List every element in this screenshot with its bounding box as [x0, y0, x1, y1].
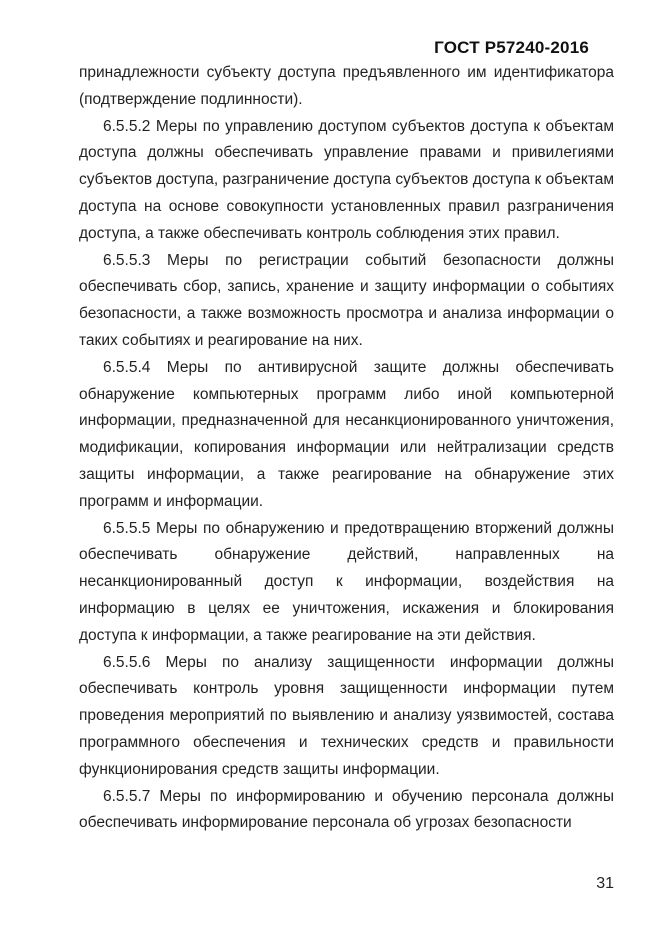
paragraph-6-5-5-4: 6.5.5.4 Меры по антивирусной защите должны обеспечивать обнаружение компьютерных программ либо иной компьютерной информации, предназначенной для несанкционированного уничтожения, модификации, копирования информации или нейтрализации средств защиты информации, а также реагирование на обнаружение этих программ и информации.: [79, 358, 614, 510]
paragraph-continuation: принадлежности субъекту доступа предъявленного им идентификатора (подтверждение подлинности).: [79, 64, 614, 108]
standard-code-header: ГОСТ Р57240-2016: [434, 38, 589, 57]
paragraph-6-5-5-3: 6.5.5.3 Меры по регистрации событий безопасности должны обеспечивать сбор, запись, хранение и защиту информации о событиях безопасности, а также возможность просмотра и анализа информации о таких событиях и реагирование на них.: [79, 251, 614, 349]
paragraph-6-5-5-6: 6.5.5.6 Меры по анализу защищенности информации должны обеспечивать контроль уровня защищенности информации путем проведения мероприятий по выявлению и анализу уязвимостей, состава программного обеспечения и технических средств и правильности функционирования средств защиты информации.: [79, 653, 614, 778]
paragraph-6-5-5-5: 6.5.5.5 Меры по обнаружению и предотвращению вторжений должны обеспечивать обнаружение действий, направленных на несанкционированный доступ к информации, воздействия на информацию в целях ее уничтожения, искажения и блокирования доступа к информации, а также реагирование на эти действия.: [79, 519, 614, 644]
page-number: 31: [596, 875, 614, 892]
document-body: [79, 60, 614, 837]
paragraph-6-5-5-7: 6.5.5.7 Меры по информированию и обучению персонала должны обеспечивать информирование персонала об угрозах безопасности: [79, 787, 614, 832]
paragraph-6-5-5-2: 6.5.5.2 Меры по управлению доступом субъектов доступа к объектам доступа должны обеспечивать управление правами и привилегиями субъектов доступа, разграничение доступа субъектов доступа к объектам доступа на основе совокупности установленных правил разграничения доступа, а также обеспечивать контроль соблюдения этих правил.: [79, 117, 615, 242]
